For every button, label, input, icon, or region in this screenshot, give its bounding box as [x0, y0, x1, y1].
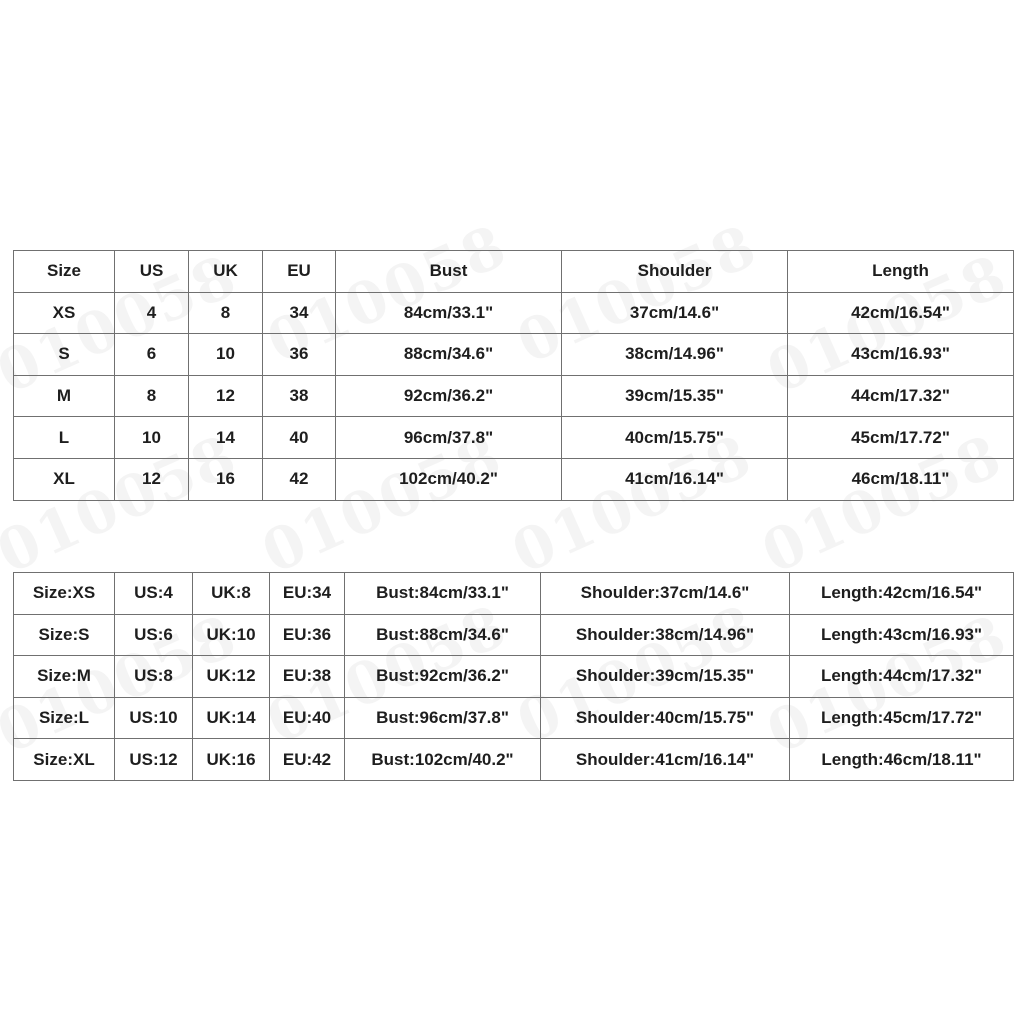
table-cell: 38: [263, 375, 336, 417]
table-cell: Size:M: [14, 656, 115, 698]
table-cell: 34: [263, 292, 336, 334]
table-row: [14, 375, 1014, 417]
table-cell: Bust:84cm/33.1": [345, 573, 541, 615]
table-cell: 40cm/15.75": [562, 417, 788, 459]
table-cell: 92cm/36.2": [336, 375, 562, 417]
table-cell: 4: [115, 292, 189, 334]
table-cell: 46cm/18.11": [788, 458, 1014, 500]
table-row: [14, 417, 1014, 459]
table-row: [14, 292, 1014, 334]
table-cell: 88cm/34.6": [336, 334, 562, 376]
table-cell: Shoulder:37cm/14.6": [541, 573, 790, 615]
table-row: [14, 573, 1014, 615]
table-cell: UK:16: [193, 739, 270, 781]
size-chart-table: [13, 250, 1014, 501]
table-cell: UK:8: [193, 573, 270, 615]
table-cell: XL: [14, 458, 115, 500]
table-cell: EU:42: [270, 739, 345, 781]
table-cell: Size:S: [14, 614, 115, 656]
header-cell: US: [115, 251, 189, 293]
table-cell: 10: [115, 417, 189, 459]
table-cell: EU:36: [270, 614, 345, 656]
table-cell: XS: [14, 292, 115, 334]
table-cell: 42cm/16.54": [788, 292, 1014, 334]
table-cell: UK:12: [193, 656, 270, 698]
table-cell: 42: [263, 458, 336, 500]
table-cell: 12: [189, 375, 263, 417]
table-cell: US:4: [115, 573, 193, 615]
table-cell: Shoulder:40cm/15.75": [541, 697, 790, 739]
table-cell: 96cm/37.8": [336, 417, 562, 459]
header-cell: Length: [788, 251, 1014, 293]
header-cell: Shoulder: [562, 251, 788, 293]
table-cell: US:12: [115, 739, 193, 781]
table-cell: Size:XS: [14, 573, 115, 615]
table-cell: Length:42cm/16.54": [790, 573, 1014, 615]
table-cell: EU:34: [270, 573, 345, 615]
table-cell: 8: [189, 292, 263, 334]
table-cell: Size:XL: [14, 739, 115, 781]
table-cell: Length:46cm/18.11": [790, 739, 1014, 781]
table-cell: 40: [263, 417, 336, 459]
table-cell: 16: [189, 458, 263, 500]
table-row: [14, 739, 1014, 781]
table-row: [14, 656, 1014, 698]
table-cell: 45cm/17.72": [788, 417, 1014, 459]
table-cell: EU:40: [270, 697, 345, 739]
table-cell: Shoulder:41cm/16.14": [541, 739, 790, 781]
table-cell: S: [14, 334, 115, 376]
table-cell: Length:45cm/17.72": [790, 697, 1014, 739]
table-cell: 12: [115, 458, 189, 500]
table-cell: Bust:102cm/40.2": [345, 739, 541, 781]
table-cell: 37cm/14.6": [562, 292, 788, 334]
table-cell: 41cm/16.14": [562, 458, 788, 500]
size-chart-labelled-table: [13, 572, 1014, 781]
table-row: [14, 614, 1014, 656]
table-cell: 6: [115, 334, 189, 376]
table-cell: 39cm/15.35": [562, 375, 788, 417]
table-cell: Bust:92cm/36.2": [345, 656, 541, 698]
table-cell: 10: [189, 334, 263, 376]
table-cell: 44cm/17.32": [788, 375, 1014, 417]
header-cell: Size: [14, 251, 115, 293]
table-row: [14, 458, 1014, 500]
header-cell: Bust: [336, 251, 562, 293]
table-cell: 38cm/14.96": [562, 334, 788, 376]
table-cell: Shoulder:39cm/15.35": [541, 656, 790, 698]
table-cell: Length:44cm/17.32": [790, 656, 1014, 698]
table-cell: US:8: [115, 656, 193, 698]
table-header-row: [14, 251, 1014, 293]
table-cell: 84cm/33.1": [336, 292, 562, 334]
table-cell: EU:38: [270, 656, 345, 698]
table-row: [14, 697, 1014, 739]
table-cell: UK:10: [193, 614, 270, 656]
header-cell: UK: [189, 251, 263, 293]
table-cell: 36: [263, 334, 336, 376]
table-cell: 14: [189, 417, 263, 459]
table-cell: L: [14, 417, 115, 459]
table-cell: 8: [115, 375, 189, 417]
table-cell: Size:L: [14, 697, 115, 739]
table-cell: 102cm/40.2": [336, 458, 562, 500]
table-cell: UK:14: [193, 697, 270, 739]
table-cell: M: [14, 375, 115, 417]
table-cell: Shoulder:38cm/14.96": [541, 614, 790, 656]
table-cell: US:10: [115, 697, 193, 739]
table-cell: US:6: [115, 614, 193, 656]
table-row: [14, 334, 1014, 376]
header-cell: EU: [263, 251, 336, 293]
table-cell: Bust:88cm/34.6": [345, 614, 541, 656]
table-cell: 43cm/16.93": [788, 334, 1014, 376]
table-cell: Bust:96cm/37.8": [345, 697, 541, 739]
table-cell: Length:43cm/16.93": [790, 614, 1014, 656]
